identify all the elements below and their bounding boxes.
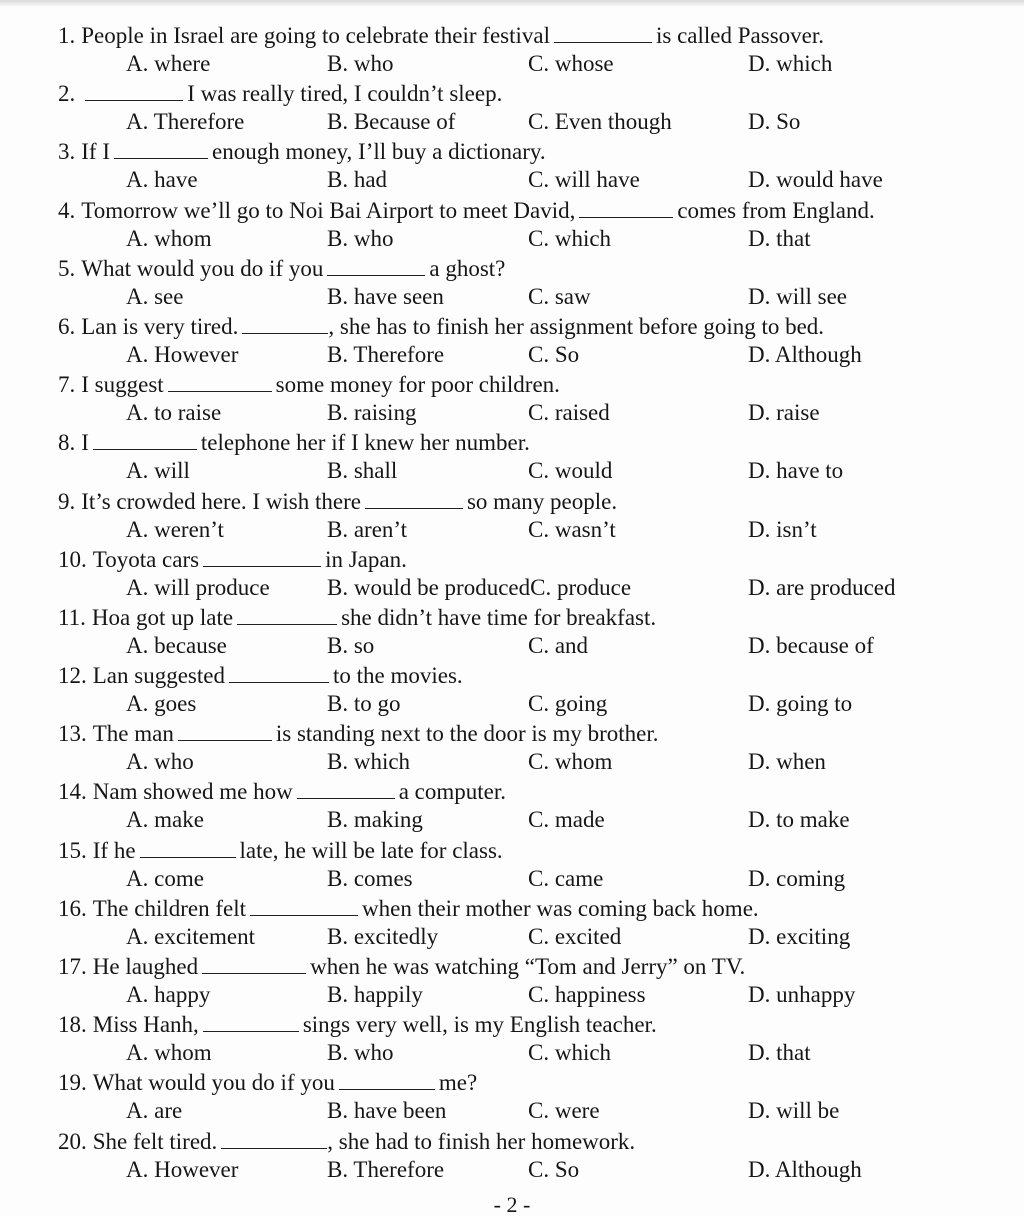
option-b: B. Because of [327,109,456,135]
option-a: A. whom [126,1040,212,1066]
question-text-after: I was really tired, I couldn’t sleep. [187,81,503,107]
question-text-before: The man [92,721,174,747]
answer-blank [168,369,272,392]
question-18 [0,1009,1024,1067]
question-number: 8. [58,430,76,456]
answer-blank [365,486,463,509]
question-stem [58,253,505,283]
question-text-after: in Japan. [325,546,407,572]
answer-blank [250,893,358,916]
question-number: 9. [58,488,76,514]
question-number: 15. [58,837,87,863]
question-4 [0,195,1024,253]
question-text-before: What would you do if you [81,255,324,281]
question-text-before: Tomorrow we’ll go to Noi Bai Airport to meet David, [81,197,576,223]
question-list [0,20,1024,1184]
option-a: A. come [126,865,204,891]
answer-blank [202,951,306,974]
answer-options [0,1096,1024,1125]
answer-options [0,398,1024,427]
question-15 [0,835,1024,893]
question-stem [58,1126,635,1156]
question-14 [0,776,1024,834]
answer-blank [203,1009,299,1032]
question-text-before: Lan is very tired. [81,313,239,339]
question-stem [58,311,824,341]
option-d: D. isn’t [748,516,817,542]
answer-blank [85,78,183,101]
option-c: C. which [528,1040,612,1066]
page-number: - 2 - [493,1192,531,1217]
answer-options [0,282,1024,311]
question-8 [0,427,1024,485]
option-a: A. will [126,458,190,484]
question-10 [0,544,1024,602]
option-d: D. that [748,225,811,251]
option-a: A. happy [126,982,211,1007]
question-text-before: It’s crowded here. I wish there [81,488,361,514]
option-c: C. saw [528,283,591,309]
option-b: B. happily [327,982,423,1007]
answer-options [0,1155,1024,1184]
question-stem [58,951,745,981]
option-b: B. Therefore [327,1156,445,1182]
question-text-after: is called Passover. [656,23,824,48]
question-stem [58,20,824,50]
answer-options [0,573,1024,602]
option-b: B. comes [327,865,413,891]
question-number: 14. [58,779,87,805]
option-b: B. so [327,632,375,658]
question-text-after: comes from England. [677,197,875,223]
question-stem [58,602,656,632]
question-number: 17. [58,954,87,979]
option-d: D. Although [748,341,862,367]
question-7 [0,369,1024,427]
answer-blank [229,660,329,683]
option-d: D. will be [748,1098,840,1124]
question-text-before: She felt tired. [92,1128,218,1154]
option-c: C. which [528,225,612,251]
answer-blank [579,195,673,218]
option-d: D. coming [748,865,846,891]
question-stem [58,486,617,516]
option-d: D. raise [748,400,820,426]
option-a: A. make [126,807,204,833]
question-number: 16. [58,895,87,921]
question-text-before: He laughed [92,954,199,979]
option-a: A. However [126,341,239,367]
answer-options [0,805,1024,834]
question-number: 12. [58,663,87,689]
option-d: D. which [748,51,833,76]
option-a: A. However [126,1156,239,1182]
option-b: B. would be producedC. produce [327,574,632,600]
option-b: B. who [327,51,394,76]
question-stem [58,1009,657,1039]
option-c: C. would [528,458,613,484]
question-stem [58,136,546,166]
answer-options [0,456,1024,485]
option-d: D. when [748,749,826,775]
option-d: D. Although [748,1156,862,1182]
answer-options [0,165,1024,194]
question-text-before: People in Israel are going to celebrate their festival [81,23,550,48]
question-text-before: What would you do if you [92,1070,335,1096]
option-c: C. raised [528,400,610,426]
option-a: A. are [126,1098,183,1124]
option-c: C. came [528,865,604,891]
question-text-after: a ghost? [429,255,506,281]
question-text-after: sings very well, is my English teacher. [302,1012,657,1038]
question-13 [0,718,1024,776]
option-b: B. who [327,1040,394,1066]
option-b: B. had [327,167,388,193]
question-text-after: me? [438,1070,478,1096]
option-a: A. goes [126,691,197,717]
answer-options [0,340,1024,369]
option-c: C. So [528,341,580,367]
option-d: D. going to [748,691,853,717]
question-text-after: a computer. [398,779,506,805]
option-d: D. exciting [748,923,851,949]
answer-blank [242,311,328,334]
question-number: 1. [58,23,76,48]
answer-blank [93,427,197,450]
answer-options [0,1038,1024,1067]
option-d: D. are produced [748,574,896,600]
question-text-before: Lan suggested [92,663,225,689]
question-text-after: she didn’t have time for breakfast. [341,604,657,630]
question-2 [0,78,1024,136]
option-b: B. raising [327,400,417,426]
option-a: A. have [126,167,198,193]
answer-options [0,980,1024,1009]
option-d: D. will see [748,283,848,309]
answer-blank [140,835,236,858]
answer-options [0,49,1024,78]
question-stem [58,660,463,690]
option-a: A. where [126,51,211,76]
option-b: B. who [327,225,394,251]
question-number: 7. [58,372,76,398]
option-a: A. because [126,632,227,658]
answer-options [0,922,1024,951]
question-stem [58,544,407,574]
question-number: 18. [58,1012,87,1038]
question-text-before: Miss Hanh, [92,1012,199,1038]
answer-blank [297,776,395,799]
answer-options [0,747,1024,776]
option-c: C. and [528,632,589,658]
option-d: D. unhappy [748,982,856,1007]
answer-options [0,689,1024,718]
option-c: C. happiness [528,982,646,1007]
question-stem [58,718,659,748]
question-text-after: when he was watching “Tom and Jerry” on TV. [310,954,746,979]
option-a: A. will produce [126,574,270,600]
question-text-after: , she has to finish her assignment before going to bed. [328,313,825,339]
option-d: D. have to [748,458,844,484]
question-number: 6. [58,313,76,339]
option-c: C. will have [528,167,640,193]
answer-blank [327,253,425,276]
question-text-before: I [81,430,89,456]
question-text-after: late, he will be late for class. [239,837,503,863]
answer-options [0,224,1024,253]
question-stem [58,835,503,865]
question-text-before: Nam showed me how [92,779,293,805]
answer-options [0,107,1024,136]
question-number: 19. [58,1070,87,1096]
question-text-after: so many people. [466,488,618,514]
question-11 [0,602,1024,660]
question-19 [0,1067,1024,1125]
question-stem [58,893,759,923]
option-d: D. to make [748,807,850,833]
option-b: B. have been [327,1098,447,1124]
question-stem [58,78,502,108]
answer-blank [221,1126,327,1149]
answer-blank [237,602,337,625]
answer-options [0,515,1024,544]
question-text-before: If I [81,139,110,165]
question-text-before: I suggest [81,372,164,398]
question-20 [0,1126,1024,1184]
answer-blank [203,544,321,567]
option-d: D. that [748,1040,811,1066]
option-a: A. who [126,749,194,775]
option-a: A. excitement [126,923,256,949]
question-stem [58,195,875,225]
question-stem [58,1067,477,1097]
answer-options [0,864,1024,893]
option-b: B. shall [327,458,398,484]
question-text-before: The children felt [92,895,247,921]
question-text-before: Hoa got up late [91,604,234,630]
page-top-border [0,0,1024,6]
option-a: A. weren’t [126,516,224,542]
question-text-after: some money for poor children. [275,372,560,398]
answer-options [0,631,1024,660]
question-9 [0,486,1024,544]
question-stem [58,369,560,399]
question-6 [0,311,1024,369]
question-number: 3. [58,139,76,165]
option-d: D. would have [748,167,883,193]
question-stem [58,776,506,806]
option-c: C. going [528,691,608,717]
option-c: C. Even though [528,109,672,135]
question-text-after: enough money, I’ll buy a dictionary. [211,139,546,165]
question-3 [0,136,1024,194]
option-d: D. because of [748,632,874,658]
option-b: B. have seen [327,283,444,309]
question-number: 11. [58,604,86,630]
answer-blank [339,1067,435,1090]
option-d: D. So [748,109,801,135]
option-b: B. aren’t [327,516,408,542]
option-c: C. were [528,1098,600,1124]
question-number: 5. [58,255,76,281]
option-b: B. Therefore [327,341,445,367]
question-number: 10. [58,546,87,572]
question-17 [0,951,1024,1009]
question-1 [0,20,1024,78]
question-number: 4. [58,197,76,223]
question-text-after: when their mother was coming back home. [362,895,759,921]
question-text-after: , she had to finish her homework. [327,1128,636,1154]
question-number: 20. [58,1128,87,1154]
option-b: B. making [327,807,423,833]
option-b: B. excitedly [327,923,439,949]
question-number: 13. [58,721,87,747]
question-stem [58,427,530,457]
option-a: A. see [126,283,184,309]
option-a: A. whom [126,225,212,251]
option-c: C. excited [528,923,622,949]
question-12 [0,660,1024,718]
answer-blank [178,718,272,741]
question-number: 2. [58,81,76,107]
option-b: B. which [327,749,411,775]
option-c: C. whom [528,749,613,775]
question-5 [0,253,1024,311]
question-16 [0,893,1024,951]
question-text-before: If he [92,837,136,863]
option-a: A. to raise [126,400,222,426]
option-c: C. So [528,1156,580,1182]
option-c: C. wasn’t [528,516,616,542]
option-a: A. Therefore [126,109,245,135]
answer-blank [554,20,652,43]
answer-blank [114,136,208,159]
question-text-after: is standing next to the door is my brother. [275,721,659,747]
option-b: B. to go [327,691,401,717]
question-text-after: to the movies. [332,663,463,689]
option-c: C. whose [528,51,614,76]
question-text-before: Toyota cars [92,546,200,572]
question-text-after: telephone her if I knew her number. [200,430,530,456]
option-c: C. made [528,807,605,833]
